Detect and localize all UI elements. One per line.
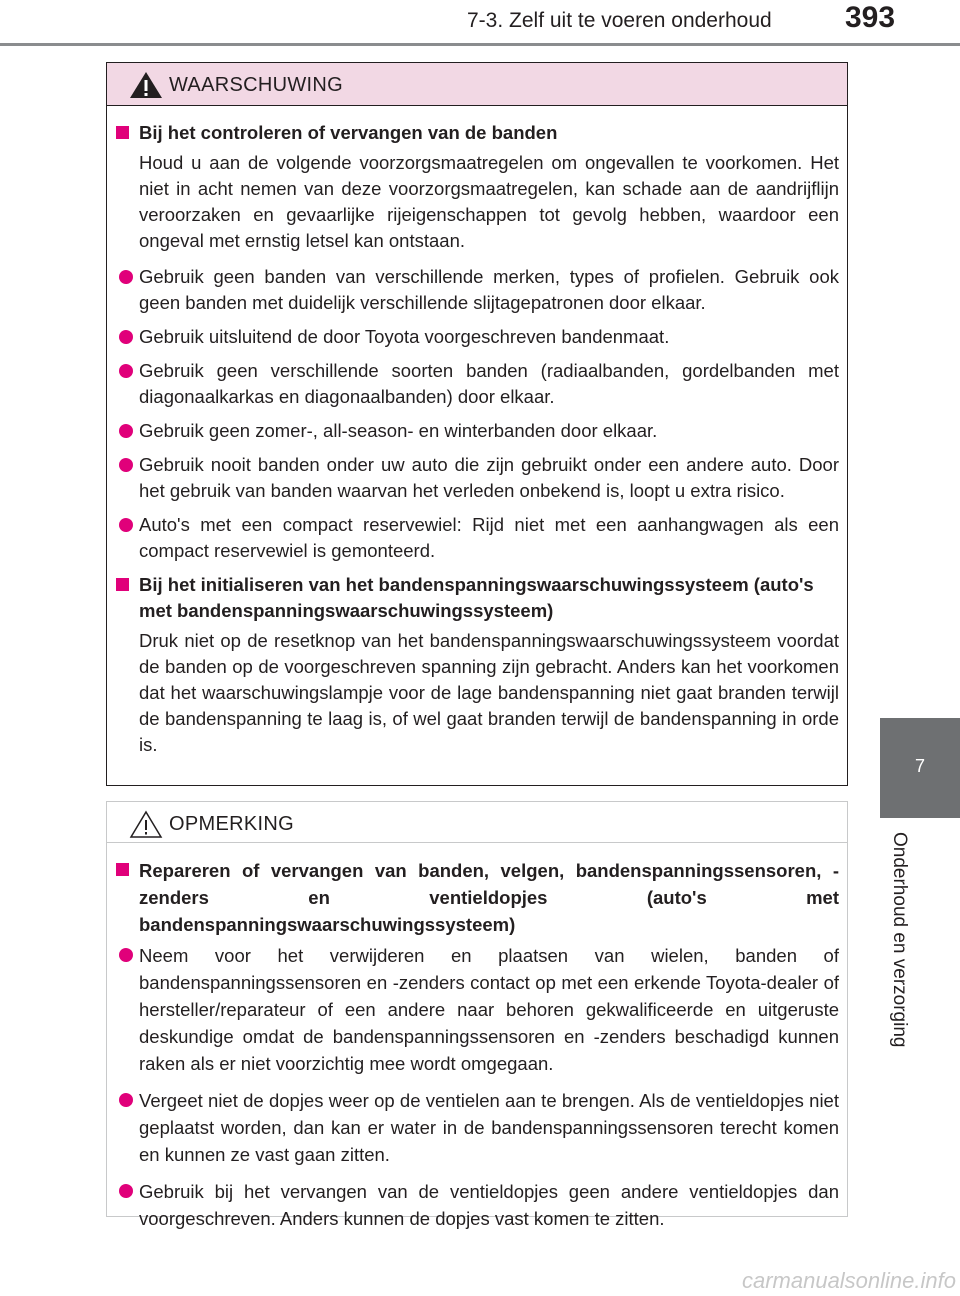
page-number: 393 xyxy=(845,1,896,34)
list-item xyxy=(113,942,839,1077)
bullet-icon xyxy=(119,270,133,284)
bullet-icon xyxy=(119,458,133,472)
header-rule xyxy=(0,43,960,46)
section-title: 7-3. Zelf uit te voeren onderhoud xyxy=(467,9,772,32)
list-item xyxy=(113,324,839,350)
bullet-icon xyxy=(119,948,133,962)
warning-title: WAARSCHUWING xyxy=(169,74,343,96)
chapter-number: 7 xyxy=(914,756,925,776)
note-heading xyxy=(113,857,839,938)
heading-text: Repareren of vervangen van banden, velgen, bandenspanningssensoren, -zenders en ventieldopjes (auto's met bandenspanningswaarschuwingssysteem) xyxy=(139,860,839,935)
list-item xyxy=(113,264,839,316)
list-item-text: Gebruik geen verschillende soorten banden (radiaalbanden, gordelbanden met diagonaalkarkas en diagonaalbanden) door elkaar. xyxy=(139,360,839,407)
list-item xyxy=(113,512,839,564)
warning-heading-2 xyxy=(113,572,839,624)
list-item-text: Gebruik geen banden van verschillende merken, types of profielen. Gebruik ook geen banden met duidelijk verschillende slijtagepatronen door elkaar. xyxy=(139,266,839,313)
heading-text: Bij het initialiseren van het bandenspanningswaarschuwingssysteem (auto's met bandenspanningswaarschuwingssysteem) xyxy=(139,574,814,621)
warning-header xyxy=(107,63,847,106)
bullet-icon xyxy=(119,1093,133,1107)
warning-heading-1 xyxy=(113,120,839,146)
list-item-text: Auto's met een compact reservewiel: Rijd niet met een aanhangwagen als een compact reservewiel is gemonteerd. xyxy=(139,514,839,561)
bullet-icon xyxy=(119,364,133,378)
square-bullet-icon xyxy=(116,126,129,139)
watermark: carmanualsonline.info xyxy=(741,1268,956,1293)
warning-intro: Houd u aan de volgende voorzorgsmaatregelen om ongevallen te voorkomen. Het niet in acht nemen van deze voorzorgsmaatregelen, kan schade aan de aandrijflijn veroorzaken en gevaarlijke rijeigenschappen tot gevolg hebben, waardoor een ongeval met ernstig letsel kan ontstaan. xyxy=(139,152,839,251)
warning-paragraph: Druk niet op de resetknop van het bandenspanningswaarschuwingssysteem voordat de banden op de voorgeschreven spanning zijn gebracht. Anders kan het voorkomen dat het waarschuwingslampje voor de lage bandenspanning niet gaat branden terwijl de bandenspanning te laag is, of wel gaat branden terwijl de bandenspanning in orde is. xyxy=(139,630,839,755)
list-item-text: Gebruik bij het vervangen van de ventieldopjes geen andere ventieldopjes dan voorgeschreven. Anders kunnen de dopjes vast komen te zitten. xyxy=(139,1181,839,1229)
heading-text: Bij het controleren of vervangen van de banden xyxy=(139,122,558,143)
list-item xyxy=(113,452,839,504)
note-header xyxy=(107,802,847,843)
list-item-text: Gebruik nooit banden onder uw auto die zijn gebruikt onder een andere auto. Door het gebruik van banden waarvan het verleden onbekend is, loopt u extra risico. xyxy=(139,454,839,501)
list-item xyxy=(113,358,839,410)
bullet-icon xyxy=(119,518,133,532)
note-body xyxy=(107,843,847,1232)
square-bullet-icon xyxy=(116,863,129,876)
chapter-tab xyxy=(880,718,960,818)
list-item-text: Gebruik uitsluitend de door Toyota voorgeschreven bandenmaat. xyxy=(139,326,670,347)
note-title: OPMERKING xyxy=(169,813,294,835)
bullet-icon xyxy=(119,1184,133,1198)
bullet-icon xyxy=(119,424,133,438)
square-bullet-icon xyxy=(116,578,129,591)
list-item-text: Gebruik geen zomer-, all-season- en winterbanden door elkaar. xyxy=(139,420,658,441)
list-item-text: Neem voor het verwijderen en plaatsen van wielen, banden of bandenspanningssensoren en -zenders contact op met een erkende Toyota-dealer of hersteller/reparateur of een andere naar behoren gekwalificeerde en uitgeruste deskundige omdat de bandenspanningssensoren en -zenders beschadigd kunnen raken als er niet voorzichtig mee wordt omgegaan. xyxy=(139,945,839,1074)
caution-triangle-icon xyxy=(129,810,163,838)
warning-body xyxy=(107,106,847,758)
warning-box xyxy=(106,62,848,786)
list-item xyxy=(113,1087,839,1168)
list-item-text: Vergeet niet de dopjes weer op de ventielen aan te brengen. Als de ventieldopjes niet geplaatst worden, dan kan er water in de bandenspanningssensoren terecht komen en kunnen ze vast gaan zitten. xyxy=(139,1090,839,1165)
chapter-title: Onderhoud en verzorging xyxy=(889,832,910,1048)
list-item xyxy=(113,1178,839,1232)
warning-triangle-icon xyxy=(129,71,163,99)
list-item xyxy=(113,418,839,444)
note-box xyxy=(106,801,848,1229)
bullet-icon xyxy=(119,330,133,344)
